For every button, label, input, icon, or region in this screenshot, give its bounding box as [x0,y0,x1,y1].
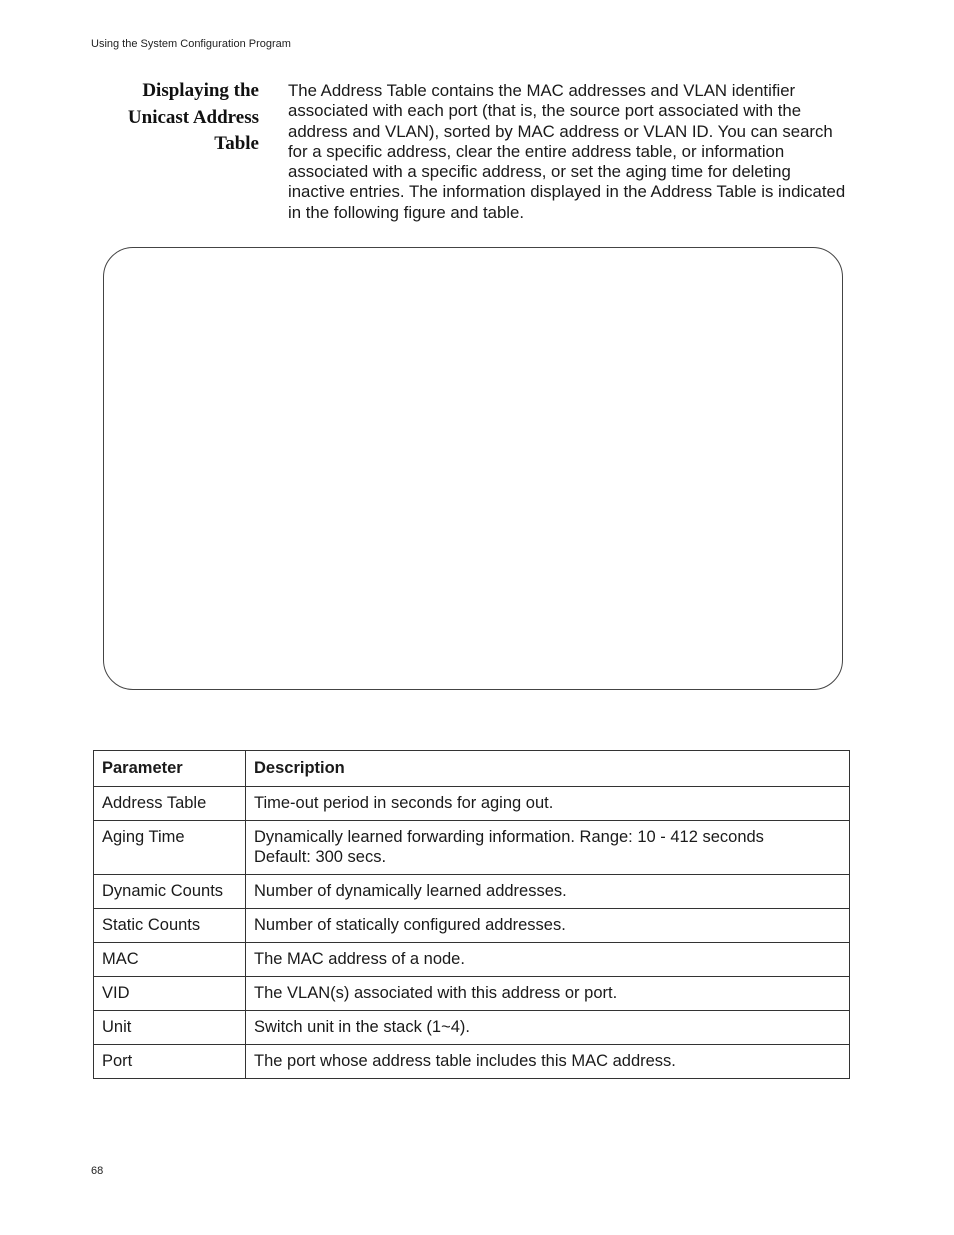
description-cell [246,1045,850,1079]
table-row [94,787,850,821]
description-line: Switch unit in the stack (1~4). [254,1018,470,1036]
parameter-cell: Static Counts [94,909,246,943]
description-cell [246,787,850,821]
table-row [94,821,850,875]
description-line: The VLAN(s) associated with this address or port. [254,984,618,1002]
description-line: Dynamically learned forwarding information. Range: 10 - 412 seconds [254,828,764,846]
table-row [94,909,850,943]
description-line: Number of statically configured addresses. [254,916,566,934]
description-cell [246,943,850,977]
intro-paragraph: The Address Table contains the MAC addresses and VLAN identifier associated with each port (that is, the source port associated with the address and VLAN), sorted by MAC address or VLAN ID. You can search for a specific address, clear the entire address table, or information associated with a specific address, or set the aging time for deleting inactive entries. The information displayed in the Address Table is indicated in the following figure and table. [288,81,846,222]
page-number: 68 [91,1165,104,1177]
description-line: The MAC address of a node. [254,950,465,968]
parameter-table [93,750,850,1079]
description-line: The port whose address table includes this MAC address. [254,1052,676,1070]
section-heading [60,78,259,158]
table-row [94,943,850,977]
table-row [94,875,850,909]
parameter-cell: Address Table [94,787,246,821]
column-header-parameter: Parameter [94,751,246,787]
description-line: Number of dynamically learned addresses. [254,882,567,900]
description-cell [246,977,850,1011]
section-heading-line: Displaying the [142,80,259,101]
section-heading-line: Unicast Address [127,106,259,128]
description-cell [246,909,850,943]
parameter-cell: MAC [94,943,246,977]
description-line: Time-out period in seconds for aging out. [254,794,554,812]
figure-placeholder [103,247,843,690]
description-cell [246,1011,850,1045]
parameter-cell: VID [94,977,246,1011]
description-line: Default: 300 secs. [254,848,387,866]
section-heading-line: Table [214,133,259,154]
parameter-cell: Unit [94,1011,246,1045]
running-header: Using the System Configuration Program [91,38,291,50]
table-row [94,977,850,1011]
column-header-description: Description [246,751,850,787]
parameter-cell: Port [94,1045,246,1079]
table-row [94,1011,850,1045]
table-header-row [94,751,850,787]
parameter-cell: Aging Time [94,821,246,875]
parameter-cell: Dynamic Counts [94,875,246,909]
description-cell [246,875,850,909]
description-cell [246,821,850,875]
table-row [94,1045,850,1079]
